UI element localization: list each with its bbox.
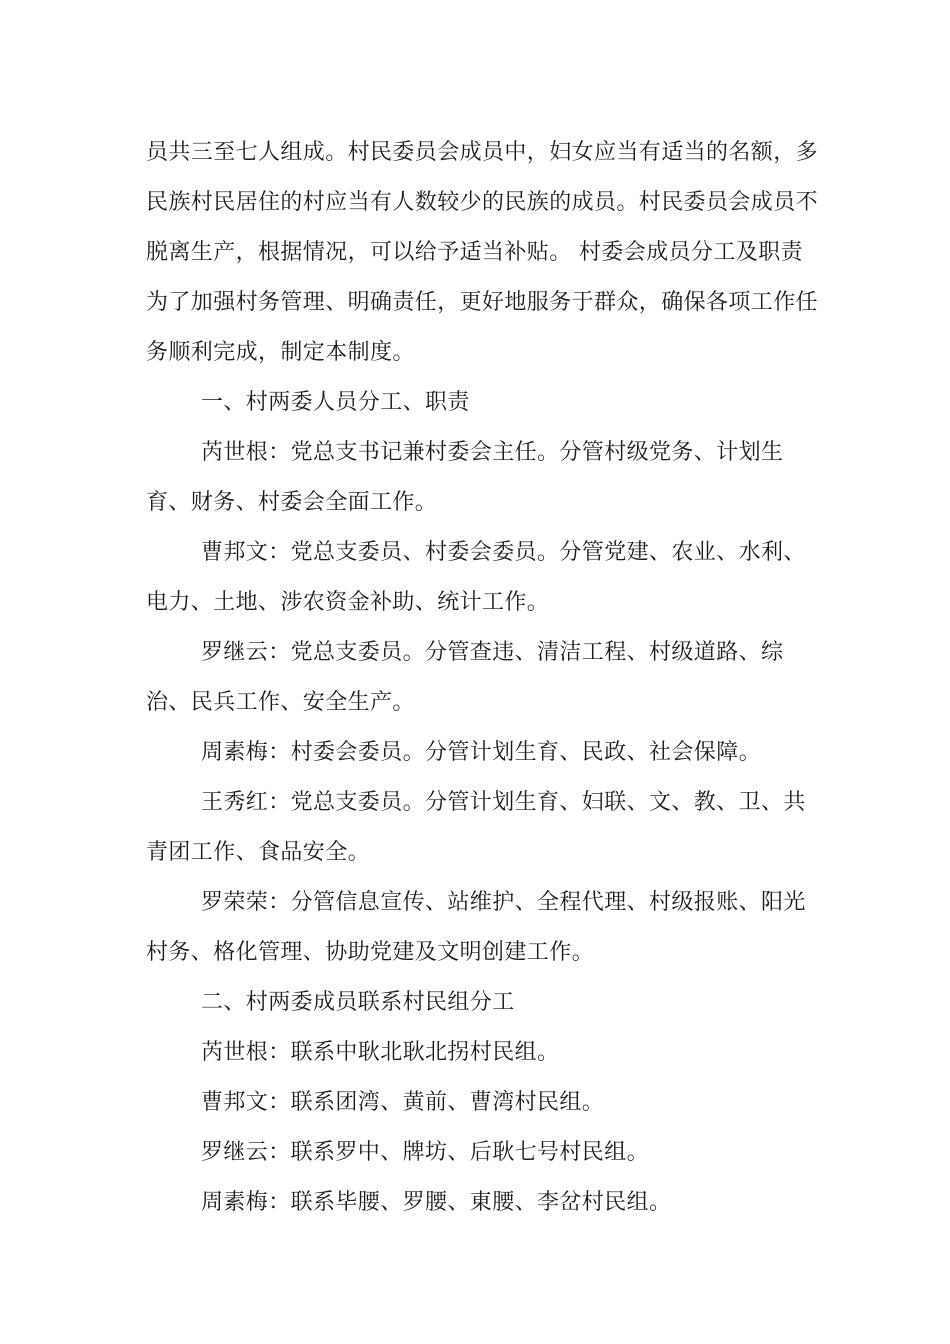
duty-paragraph: 罗继云：党总支委员。分管查违、清洁工程、村级道路、综治、民兵工作、安全生产。: [146, 640, 784, 715]
paragraph-intro: 员共三至七人组成。村民委员会成员中，妇女应当有适当的名额，多民族村民居住的村应当有人数较少的民族的成员。村民委员会成员不脱离生产，根据情况，可以给予适当补贴。 村委会成员分工及职责 为了加强村务管理、明确责任，更好地服务于群众，确保各项工作任务顺利完成，制定本制度。: [146, 140, 819, 365]
duty-paragraph: 周素梅：村委会委员。分管计划生育、民政、社会保障。: [201, 740, 762, 765]
duty-paragraph: 曹邦文：党总支委员、村委会委员。分管党建、农业、水利、电力、土地、涉农资金补助、统计工作。: [146, 540, 806, 615]
liaison-paragraph: 罗继云：联系罗中、牌坊、后耿七号村民组。: [201, 1140, 650, 1165]
duty-paragraph: 芮世根：党总支书记兼村委会主任。分管村级党务、计划生育、财务、村委会全面工作。: [146, 440, 784, 515]
section-heading-group-liaison: 二、村两委成员联系村民组分工: [201, 990, 515, 1015]
liaison-paragraph: 曹邦文：联系团湾、黄前、曹湾村民组。: [201, 1090, 605, 1115]
liaison-paragraph: 周素梅：联系毕腰、罗腰、東腰、李岔村民组。: [201, 1190, 672, 1215]
section-heading-division-of-duties: 一、村两委人员分工、职责: [201, 390, 470, 415]
document-body: [146, 128, 826, 1228]
duty-paragraph: 罗荣荣：分管信息宣传、站维护、全程代理、村级报账、阳光村务、格化管理、协助党建及文明创建工作。: [146, 890, 806, 965]
duty-paragraph: 王秀红：党总支委员。分管计划生育、妇联、文、教、卫、共青团工作、食品安全。: [146, 790, 806, 865]
liaison-paragraph: 芮世根：联系中耿北耿北拐村民组。: [201, 1040, 560, 1065]
